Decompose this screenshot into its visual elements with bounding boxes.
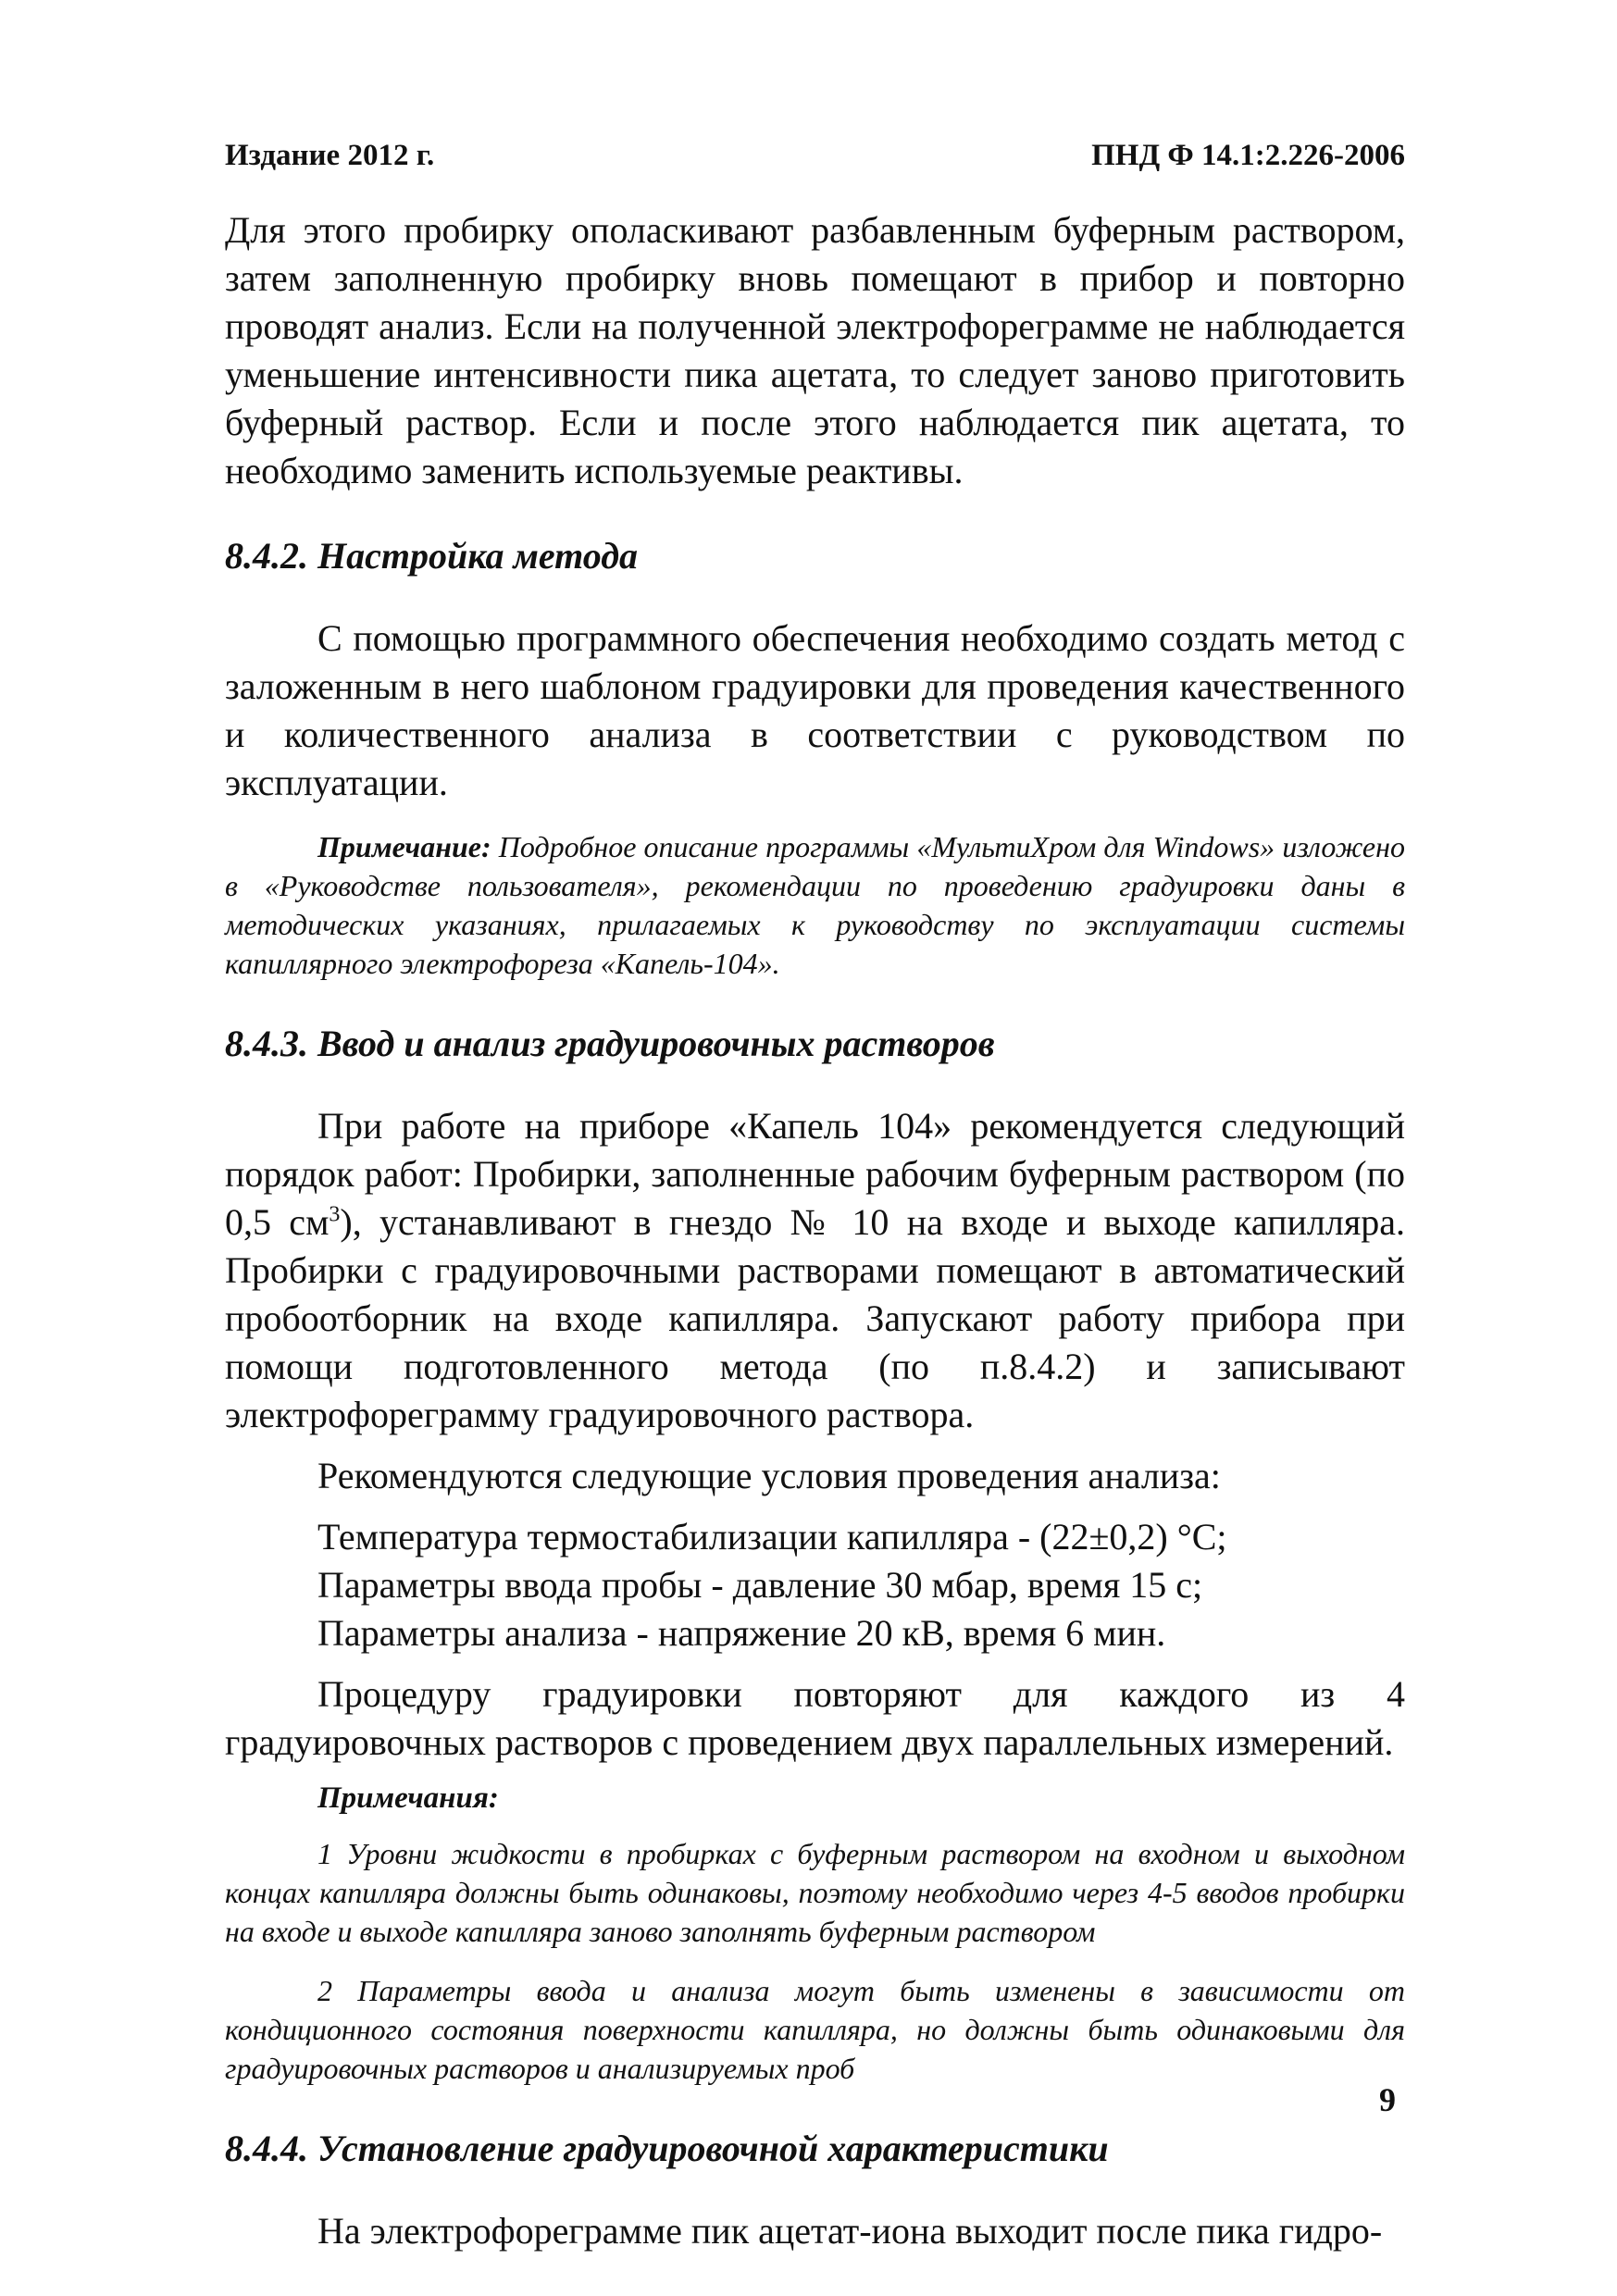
section-8-4-4-paragraph: На электрофореграмме пик ацетат-иона выходит после пика гидро-: [317, 2210, 1383, 2252]
paragraph-part1: При работе на приборе «Капель 104» рекомендуется следующий порядок работ: Пробирки, заполненные рабочим буферным раствором (по 0,5 см: [225, 1105, 1405, 1243]
section-8-4-3-paragraph: [225, 1102, 1405, 1439]
section-8-4-2-paragraph: С помощью программного обеспечения необходимо создать метод с заложенным в него шаблоном градуировки для проведения качественного и количественного анализа в соответствии с руководством по эксплуатации.: [225, 617, 1405, 803]
section-8-4-3-title: 8.4.3. Ввод и анализ градуировочных растворов: [225, 1023, 995, 1064]
paragraph-part2: ), устанавливают в гнездо № 10 на входе и выходе капилляра. Пробирки с градуировочными растворами помещают в автоматический пробоотборник на входе капилляра. Запускают работу прибора при помощи подготовленного метода (по п.8.4.2) и записывают электрофореграмму градуировочного раствора.: [225, 1201, 1405, 1435]
superscript-3: 3: [329, 1202, 341, 1227]
document-code: ПНД Ф 14.1:2.226-2006: [1091, 139, 1405, 172]
note-2: 2 Параметры ввода и анализа могут быть изменены в зависимости от кондиционного состояния поверхности капилляра, но должны быть одинаковыми для градуировочных растворов и анализируемых проб: [225, 1974, 1405, 2085]
note-lead: Примечание:: [317, 830, 491, 863]
section-8-4-4-title: 8.4.4. Установление градуировочной характеристики: [225, 2128, 1109, 2169]
intro-paragraph: Для этого пробирку ополаскивают разбавленным буферным раствором, затем заполненную пробирку вновь помещают в прибор и повторно проводят анализ. Если на полученной электрофореграмме не наблюдается уменьшение интенсивности пика ацетата, то следует заново приготовить буферный раствор. Если и после этого наблюдается пик ацетата, то необходимо заменить используемые реактивы.: [225, 209, 1405, 491]
condition-analysis: Параметры анализа - напряжение 20 кВ, время 6 мин.: [317, 1612, 1166, 1654]
condition-injection: Параметры ввода пробы - давление 30 мбар, время 15 с;: [317, 1564, 1203, 1606]
notes-title: Примечания:: [317, 1781, 499, 1815]
condition-temperature: Температура термостабилизации капилляра - (22±0,2) °С;: [317, 1516, 1227, 1558]
page-number: 9: [1379, 2081, 1396, 2118]
note-1: 1 Уровни жидкости в пробирках с буферным раствором на входном и выходном концах капилляра должны быть одинаковы, поэтому необходимо через 4-5 вводов пробирки на входе и выходе капилляра заново заполнять буферным раствором: [225, 1837, 1405, 1948]
document-page: [225, 139, 1405, 2255]
note-text: Подробное описание программы «МультиХром для Windows» изложено в «Руководстве пользователя», рекомендации по проведению градуировки даны в методических указаниях, прилагаемых к руководству по эксплуатации системы капиллярного электрофореза «Капель-104».: [225, 830, 1405, 980]
section-8-4-2-title: 8.4.2. Настройка метода: [225, 535, 639, 577]
conditions-intro: Рекомендуются следующие условия проведения анализа:: [317, 1455, 1221, 1496]
page-header: [225, 139, 1405, 173]
repeat-paragraph: Процедуру градуировки повторяют для каждого из 4 градуировочных растворов с проведением двух параллельных измерений.: [225, 1673, 1405, 1763]
section-8-4-2-note: [225, 827, 1405, 983]
edition-label: Издание 2012 г.: [225, 139, 435, 172]
